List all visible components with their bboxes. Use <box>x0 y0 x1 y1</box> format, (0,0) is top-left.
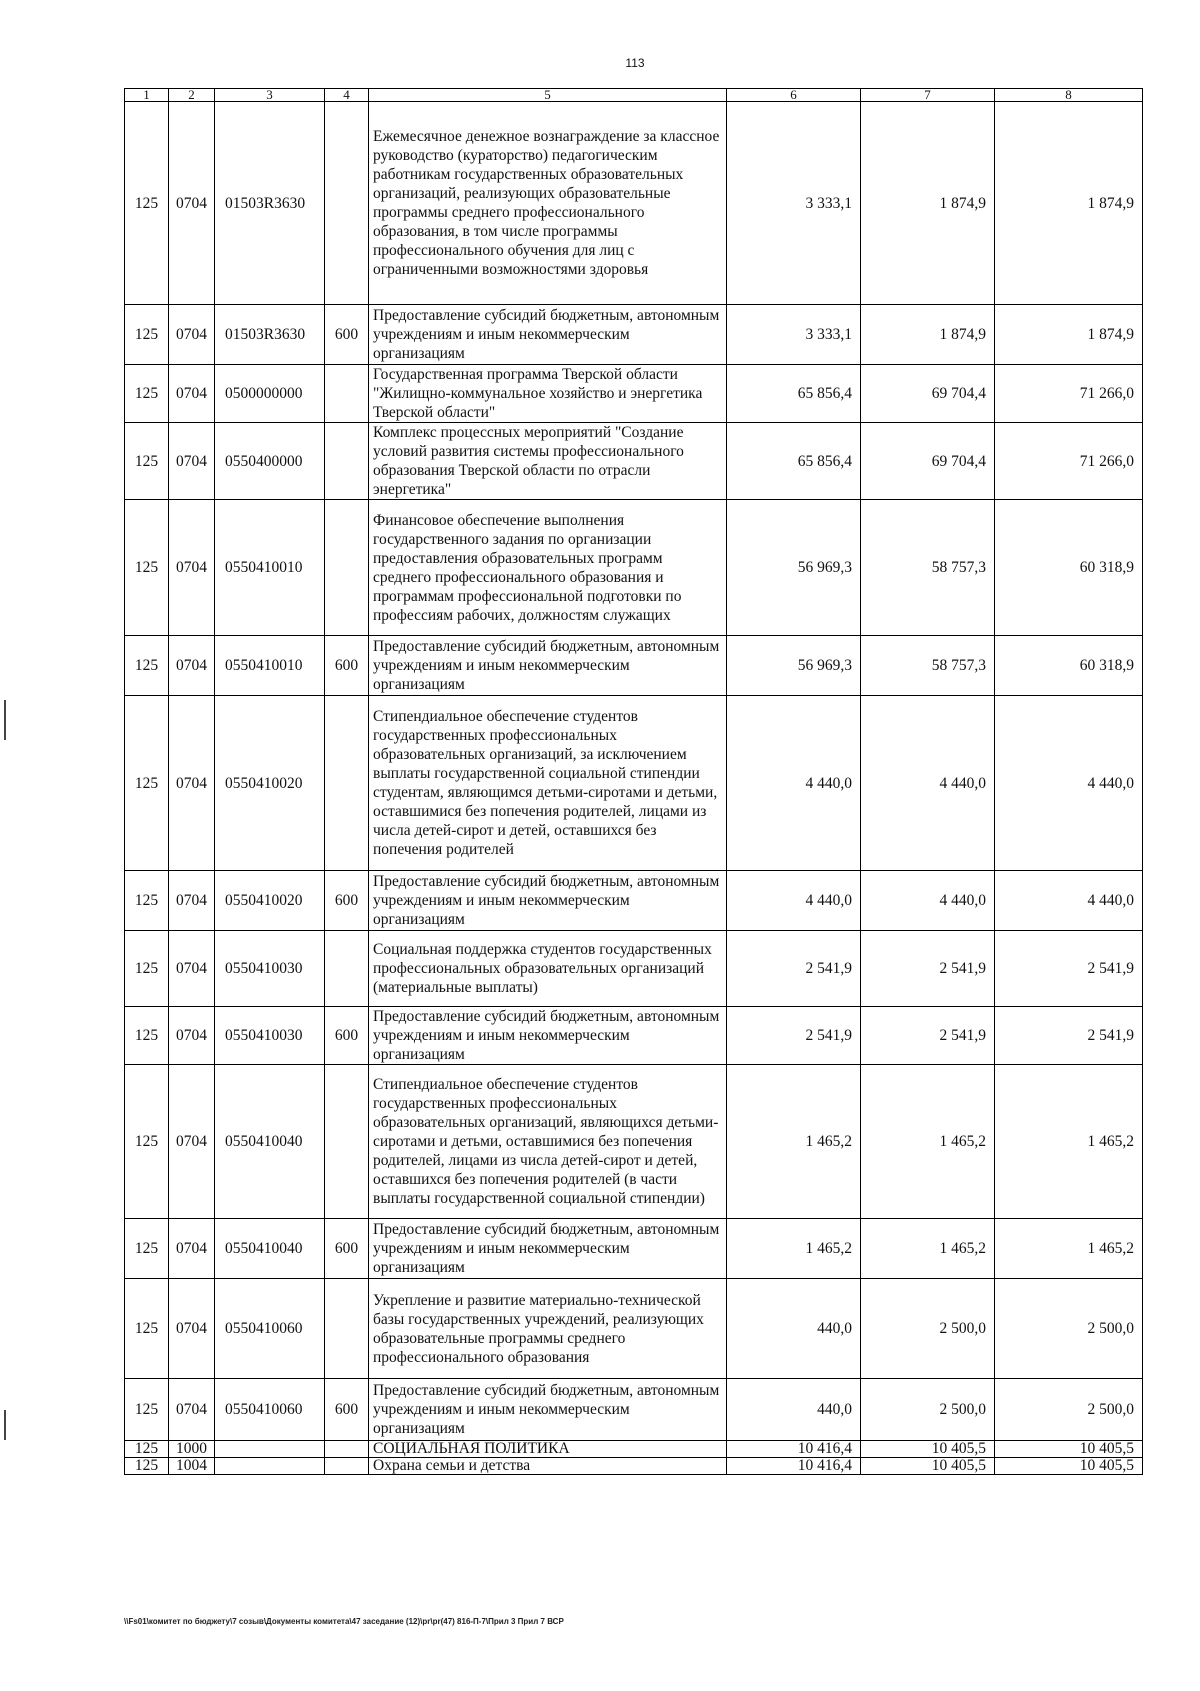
item-description: Охрана семьи и детства <box>369 1458 727 1475</box>
chapter-code: 125 <box>125 1219 169 1279</box>
amount-year-1: 1 465,2 <box>727 1219 861 1279</box>
amount-year-3: 2 541,9 <box>995 1007 1143 1065</box>
target-article-code: 0550410010 <box>215 500 325 636</box>
expense-type-code <box>325 500 369 636</box>
amount-year-2: 1 874,9 <box>861 102 995 305</box>
table-row <box>125 1219 1143 1279</box>
amount-year-2: 69 704,4 <box>861 365 995 423</box>
amount-year-1: 440,0 <box>727 1279 861 1379</box>
item-description: Предоставление субсидий бюджетным, автономным учреждениям и иным некоммерческим организациям <box>369 636 727 696</box>
amount-year-3: 2 500,0 <box>995 1379 1143 1441</box>
chapter-code: 125 <box>125 1441 169 1458</box>
chapter-code: 125 <box>125 500 169 636</box>
chapter-code: 125 <box>125 696 169 871</box>
section-code: 0704 <box>169 365 215 423</box>
expense-type-code: 600 <box>325 1219 369 1279</box>
table-row <box>125 1458 1143 1475</box>
amount-year-3: 71 266,0 <box>995 423 1143 500</box>
amount-year-1: 10 416,4 <box>727 1458 861 1475</box>
column-number: 4 <box>325 89 369 102</box>
amount-year-1: 56 969,3 <box>727 500 861 636</box>
table-row <box>125 102 1143 305</box>
item-description: Государственная программа Тверской области "Жилищно-коммунальное хозяйство и энергетика Тверской области" <box>369 365 727 423</box>
table-row <box>125 500 1143 636</box>
column-number: 6 <box>727 89 861 102</box>
section-code: 1004 <box>169 1458 215 1475</box>
budget-table <box>124 88 1143 1475</box>
target-article-code: 0550410060 <box>215 1279 325 1379</box>
item-description: Ежемесячное денежное вознаграждение за классное руководство (кураторство) педагогическим работникам государственных образовательных организаций, реализующих образовательные программы среднего профессионального образования, в том числе программы профессионального обучения для лиц с ограниченными возможностями здоровья <box>369 102 727 305</box>
expense-type-code: 600 <box>325 871 369 931</box>
item-description: Предоставление субсидий бюджетным, автономным учреждениям и иным некоммерческим организациям <box>369 1219 727 1279</box>
amount-year-2: 2 500,0 <box>861 1379 995 1441</box>
table-row <box>125 365 1143 423</box>
target-article-code: 0550410060 <box>215 1379 325 1441</box>
target-article-code: 0550410020 <box>215 696 325 871</box>
amount-year-3: 4 440,0 <box>995 871 1143 931</box>
chapter-code: 125 <box>125 931 169 1007</box>
file-path-footer: \\Fs01\комитет по бюджету\7 созыв\Документы комитета\47 заседание (12)\pr\pr(47) 816-П-7\Прил 3 Прил 7 ВСР <box>124 1617 564 1626</box>
target-article-code <box>215 1441 325 1458</box>
amount-year-1: 1 465,2 <box>727 1065 861 1219</box>
amount-year-3: 2 541,9 <box>995 931 1143 1007</box>
table-row <box>125 1441 1143 1458</box>
expense-type-code: 600 <box>325 636 369 696</box>
item-description: Стипендиальное обеспечение студентов государственных профессиональных образовательных организаций, являющихся детьми-сиротами и детьми, оставшимися без попечения родителей, лицами из числа детей-сирот и детей, оставшихся без попечения родителей (в части выплаты государственной социальной стипендии) <box>369 1065 727 1219</box>
column-number-row <box>125 89 1143 102</box>
section-code: 0704 <box>169 1379 215 1441</box>
amount-year-2: 4 440,0 <box>861 871 995 931</box>
section-code: 1000 <box>169 1441 215 1458</box>
amount-year-1: 65 856,4 <box>727 423 861 500</box>
expense-type-code <box>325 365 369 423</box>
amount-year-2: 1 465,2 <box>861 1219 995 1279</box>
column-number: 7 <box>861 89 995 102</box>
expense-type-code <box>325 696 369 871</box>
section-code: 0704 <box>169 871 215 931</box>
page-number: 113 <box>625 56 645 70</box>
table-row <box>125 305 1143 365</box>
expense-type-code <box>325 1065 369 1219</box>
target-article-code: 0550410040 <box>215 1219 325 1279</box>
item-description: Стипендиальное обеспечение студентов государственных профессиональных образовательных организаций, за исключением выплаты государственной социальной стипендии студентам, являющимся детьми-сиротами и детьми, оставшимися без попечения родителей, лицами из числа детей-сирот и детей, оставшихся без попечения родителей <box>369 696 727 871</box>
section-code: 0704 <box>169 102 215 305</box>
chapter-code: 125 <box>125 102 169 305</box>
item-description: Социальная поддержка студентов государственных профессиональных образовательных организаций (материальные выплаты) <box>369 931 727 1007</box>
amount-year-1: 56 969,3 <box>727 636 861 696</box>
target-article-code: 0550410030 <box>215 1007 325 1065</box>
target-article-code: 0550410040 <box>215 1065 325 1219</box>
table-row <box>125 871 1143 931</box>
amount-year-1: 2 541,9 <box>727 1007 861 1065</box>
expense-type-code: 600 <box>325 1007 369 1065</box>
expense-type-code: 600 <box>325 305 369 365</box>
amount-year-3: 1 874,9 <box>995 305 1143 365</box>
amount-year-3: 1 465,2 <box>995 1219 1143 1279</box>
amount-year-1: 4 440,0 <box>727 696 861 871</box>
column-number: 1 <box>125 89 169 102</box>
amount-year-1: 10 416,4 <box>727 1441 861 1458</box>
chapter-code: 125 <box>125 423 169 500</box>
amount-year-2: 1 874,9 <box>861 305 995 365</box>
amount-year-2: 69 704,4 <box>861 423 995 500</box>
table-row <box>125 1279 1143 1379</box>
section-code: 0704 <box>169 1007 215 1065</box>
amount-year-2: 2 541,9 <box>861 931 995 1007</box>
item-description: Предоставление субсидий бюджетным, автономным учреждениям и иным некоммерческим организациям <box>369 1379 727 1441</box>
section-code: 0704 <box>169 1219 215 1279</box>
item-description: Предоставление субсидий бюджетным, автономным учреждениям и иным некоммерческим организациям <box>369 1007 727 1065</box>
section-code: 0704 <box>169 636 215 696</box>
chapter-code: 125 <box>125 1458 169 1475</box>
expense-type-code <box>325 1279 369 1379</box>
item-description: Предоставление субсидий бюджетным, автономным учреждениям и иным некоммерческим организациям <box>369 305 727 365</box>
amount-year-1: 4 440,0 <box>727 871 861 931</box>
item-description: Комплекс процессных мероприятий "Создание условий развития системы профессионального образования Тверской области по отрасли энергетика" <box>369 423 727 500</box>
target-article-code <box>215 1458 325 1475</box>
amount-year-3: 10 405,5 <box>995 1441 1143 1458</box>
target-article-code: 0550410010 <box>215 636 325 696</box>
amount-year-1: 65 856,4 <box>727 365 861 423</box>
table-row <box>125 1065 1143 1219</box>
table-row <box>125 931 1143 1007</box>
item-description: Предоставление субсидий бюджетным, автономным учреждениям и иным некоммерческим организациям <box>369 871 727 931</box>
table-row <box>125 423 1143 500</box>
item-description: Укрепление и развитие материально-технической базы государственных учреждений, реализующих образовательные программы среднего профессионального образования <box>369 1279 727 1379</box>
chapter-code: 125 <box>125 871 169 931</box>
amount-year-2: 1 465,2 <box>861 1065 995 1219</box>
table-row <box>125 636 1143 696</box>
chapter-code: 125 <box>125 1279 169 1379</box>
section-code: 0704 <box>169 931 215 1007</box>
chapter-code: 125 <box>125 1065 169 1219</box>
target-article-code: 0550410030 <box>215 931 325 1007</box>
target-article-code: 0500000000 <box>215 365 325 423</box>
expense-type-code: 600 <box>325 1379 369 1441</box>
column-number: 8 <box>995 89 1143 102</box>
amount-year-2: 58 757,3 <box>861 500 995 636</box>
target-article-code: 01503R3630 <box>215 305 325 365</box>
amount-year-3: 71 266,0 <box>995 365 1143 423</box>
expense-type-code <box>325 1458 369 1475</box>
amount-year-3: 1 465,2 <box>995 1065 1143 1219</box>
amount-year-2: 4 440,0 <box>861 696 995 871</box>
expense-type-code <box>325 1441 369 1458</box>
section-code: 0704 <box>169 696 215 871</box>
scan-margin-mark <box>4 700 6 740</box>
section-code: 0704 <box>169 423 215 500</box>
table-row <box>125 696 1143 871</box>
chapter-code: 125 <box>125 305 169 365</box>
chapter-code: 125 <box>125 365 169 423</box>
chapter-code: 125 <box>125 636 169 696</box>
target-article-code: 0550400000 <box>215 423 325 500</box>
expense-type-code <box>325 102 369 305</box>
amount-year-3: 4 440,0 <box>995 696 1143 871</box>
amount-year-1: 440,0 <box>727 1379 861 1441</box>
chapter-code: 125 <box>125 1379 169 1441</box>
expense-type-code <box>325 931 369 1007</box>
amount-year-2: 10 405,5 <box>861 1441 995 1458</box>
amount-year-1: 3 333,1 <box>727 305 861 365</box>
table-body <box>125 89 1143 1475</box>
item-description: СОЦИАЛЬНАЯ ПОЛИТИКА <box>369 1441 727 1458</box>
amount-year-2: 58 757,3 <box>861 636 995 696</box>
column-number: 2 <box>169 89 215 102</box>
column-number: 3 <box>215 89 325 102</box>
section-code: 0704 <box>169 305 215 365</box>
item-description: Финансовое обеспечение выполнения государственного задания по организации предоставления образовательных программ среднего профессионального образования и программам профессиональной подготовки по профессиям рабочих, должностям служащих <box>369 500 727 636</box>
column-number: 5 <box>369 89 727 102</box>
amount-year-1: 3 333,1 <box>727 102 861 305</box>
amount-year-2: 2 500,0 <box>861 1279 995 1379</box>
table-row <box>125 1379 1143 1441</box>
amount-year-3: 60 318,9 <box>995 636 1143 696</box>
table-row <box>125 1007 1143 1065</box>
amount-year-3: 2 500,0 <box>995 1279 1143 1379</box>
target-article-code: 01503R3630 <box>215 102 325 305</box>
chapter-code: 125 <box>125 1007 169 1065</box>
expense-type-code <box>325 423 369 500</box>
amount-year-2: 10 405,5 <box>861 1458 995 1475</box>
amount-year-3: 1 874,9 <box>995 102 1143 305</box>
section-code: 0704 <box>169 1065 215 1219</box>
scan-margin-mark <box>4 1410 6 1440</box>
section-code: 0704 <box>169 500 215 636</box>
amount-year-3: 60 318,9 <box>995 500 1143 636</box>
amount-year-3: 10 405,5 <box>995 1458 1143 1475</box>
amount-year-1: 2 541,9 <box>727 931 861 1007</box>
section-code: 0704 <box>169 1279 215 1379</box>
amount-year-2: 2 541,9 <box>861 1007 995 1065</box>
target-article-code: 0550410020 <box>215 871 325 931</box>
